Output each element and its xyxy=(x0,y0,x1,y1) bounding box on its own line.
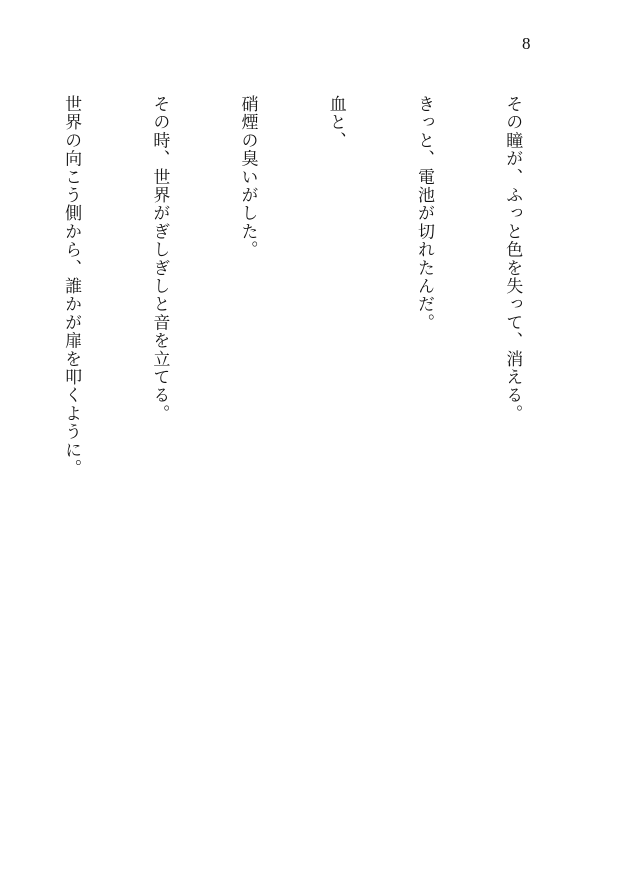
vertical-text-block xyxy=(0,95,585,815)
text-line: その瞳が、ふっと色を失って、消える。 xyxy=(502,95,523,423)
text-line: その時、世界がぎしぎしと音を立てる。 xyxy=(149,95,170,423)
page-number: 8 xyxy=(522,34,531,53)
text-line: 硝煙の臭いがした。 xyxy=(237,95,258,259)
text-line: 世界の向こう側から、誰かが扉を叩くように。 xyxy=(61,95,82,478)
text-line: きっと、電池が切れたんだ。 xyxy=(413,95,434,332)
text-line: 血と、 xyxy=(325,95,346,150)
